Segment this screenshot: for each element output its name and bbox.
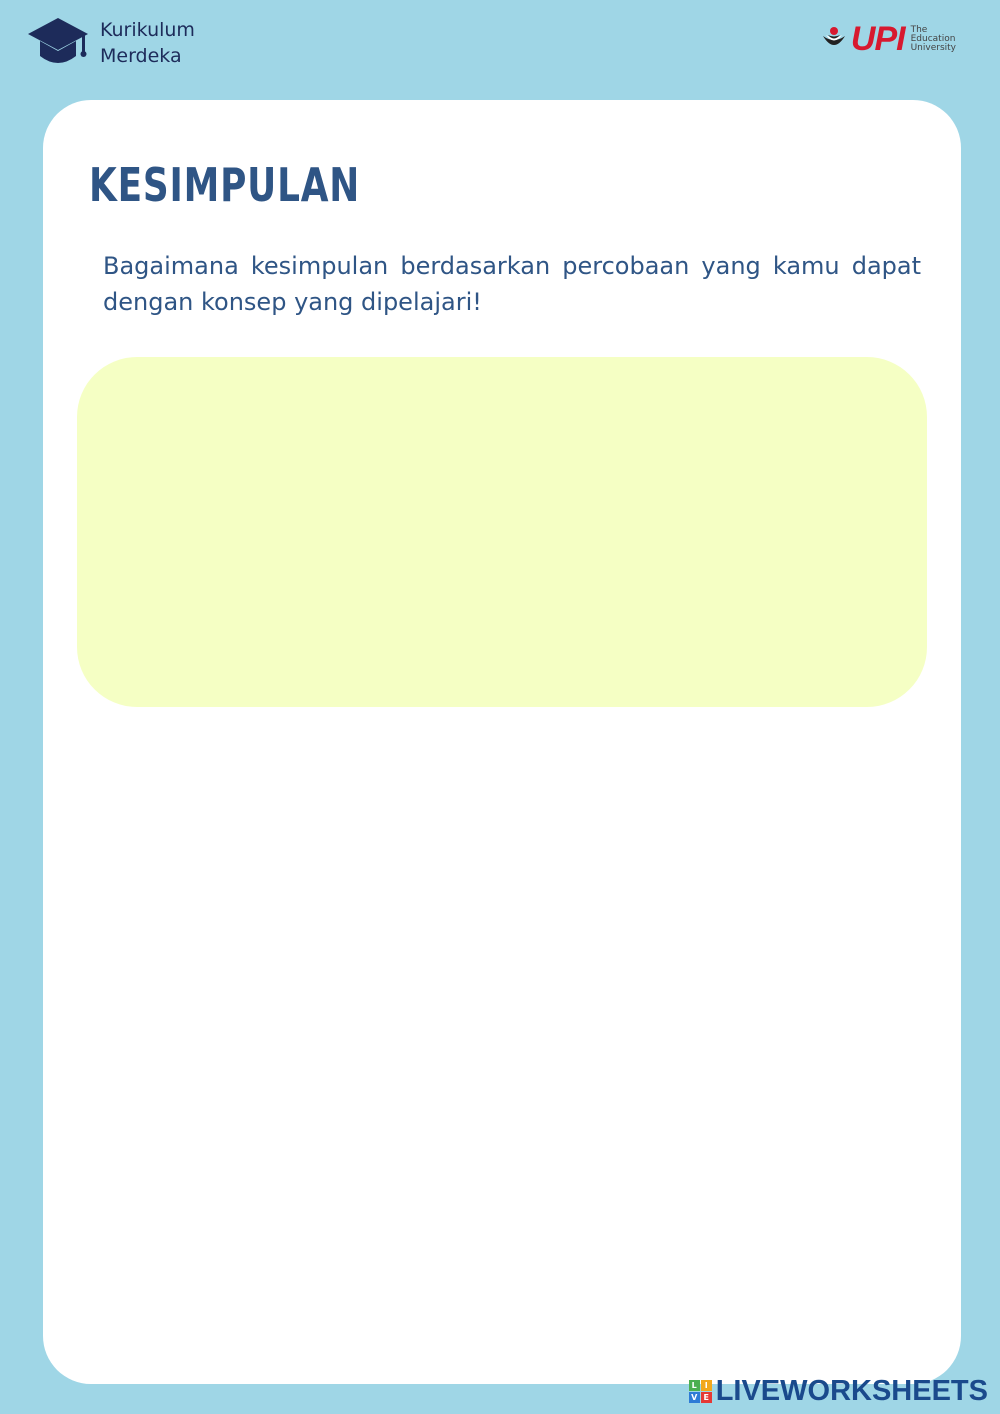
watermark-letter-l: L (689, 1380, 700, 1391)
university-tag-line-3: University (910, 42, 956, 53)
university-emblem-icon (821, 24, 847, 54)
question-text: Bagaimana kesimpulan berdasarkan percobaan yang kamu dapat dengan konsep yang dipelajari! (103, 252, 921, 316)
watermark-letter-v: V (689, 1392, 700, 1403)
university-tagline (911, 26, 956, 53)
graduation-cap-icon (26, 16, 90, 70)
watermark-text: LIVEWORKSHEETS (715, 1375, 988, 1407)
brand-text (100, 17, 195, 69)
university-tag-line-1: The (910, 24, 928, 35)
page-title: KESIMPULAN (89, 158, 361, 212)
university-logo (821, 22, 956, 56)
brand-line-1: Kurikulum (100, 19, 195, 41)
watermark-letter-i: I (701, 1380, 712, 1391)
brand-line-2: Merdeka (100, 45, 182, 67)
brand-header (26, 16, 195, 70)
watermark-letter-e: E (701, 1392, 712, 1403)
university-logo-text: UPI (850, 20, 905, 58)
liveworksheets-grid-icon (689, 1380, 712, 1403)
university-tag-line-2: Education (910, 33, 956, 44)
answer-input[interactable] (77, 357, 927, 707)
liveworksheets-watermark (689, 1376, 988, 1406)
worksheet-card (43, 100, 961, 1384)
